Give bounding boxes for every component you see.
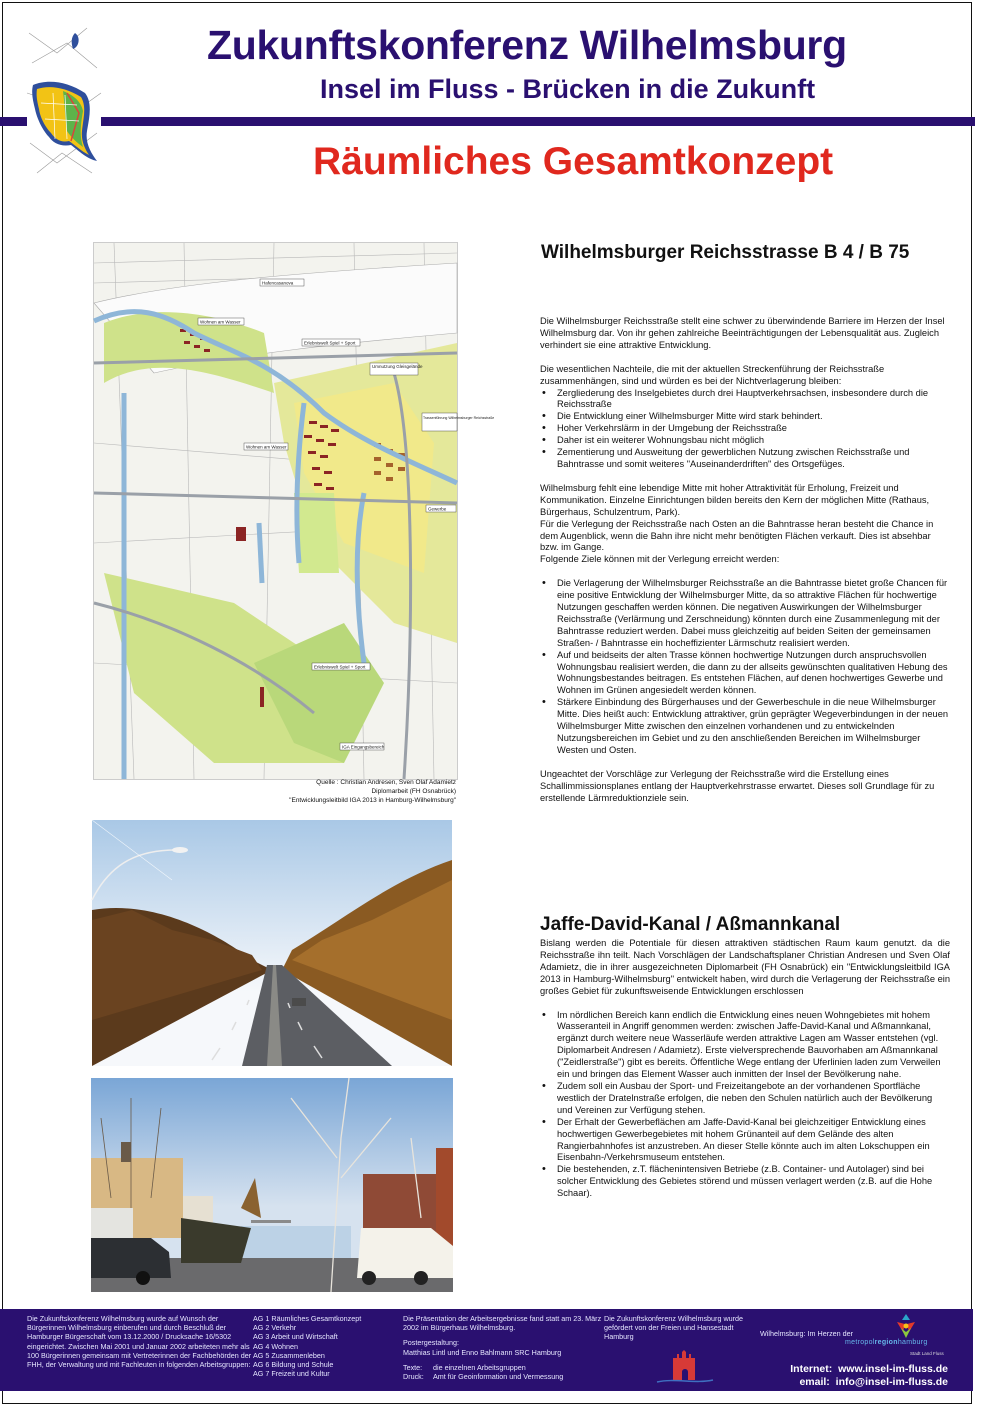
group-item: AG 7 Freizeit und Kultur bbox=[253, 1369, 330, 1379]
list-item: • Auf und beidseits der alten Trasse können hochwertige Nutzungen durch anspruchsvollen Wohnungsbau realisiert werden, die dann zu der allseits gewünschten qualitativen Hebung des Wohnungsbestandes beitragen. Es entstehen Flächen, auf denen hochwertiges Gewerbe und Wohnen im Grünen angesiedelt werden können. bbox=[557, 650, 950, 698]
concept-map bbox=[93, 242, 495, 780]
list-item: • Im nördlichen Bereich kann endlich die Entwicklung eines neuen Wohngebietes mit hohem Wasseranteil in Angriff genommen werden: zwischen Jaffe-David-Kanal und Aßmannkanal, ergänzt durch weitere neue Wasserläufe werden attraktive Lagen am Wasser entstehen (vgl. Diplomarbeit Andresen / Adamietz). Erste vielversprechende Bauvorhaben am Aßmannkanal ("Zeidlerstraße") gibt es bereits. Öffentliche Wege entlang der Uferlinien laden zum Verweilen ein und bringen das Element Wasser auch inmitten der Insel der Bevölkerung nahe. bbox=[557, 1010, 950, 1081]
header-rule bbox=[0, 117, 975, 126]
paragraph-verlegung: Für die Verlegung der Reichsstraße nach Osten an die Bahntrasse heran besteht die Chance in dem Augenblick, wenn die Bahn ihre nicht mehr benötigten Flächen verkauft. Dies ist absehbar bzw. im Gange. bbox=[540, 518, 934, 553]
map-caption-line: "Entwicklungsleitbild IGA 2013 in Hamburg-Wilhelmsburg" bbox=[289, 797, 456, 804]
group-item: AG 4 Wohnen bbox=[253, 1341, 299, 1351]
brand-pre: metropol bbox=[845, 1339, 875, 1346]
email-link[interactable]: info@insel-im-fluss.de bbox=[835, 1376, 948, 1388]
druck-label: Druck: bbox=[403, 1372, 424, 1382]
paragraph-jaffe-intro: Bislang werden die Potentiale für diesen attraktiven städtischen Raum kaum genutzt. da die Reichsstraße ihn teilt. Nach Vorschlägen der Landschaftsplaner Christian Andresen und Sven Olaf Adamietz, die in ihrer ausgezeichneten Diplomarbeit (FH Osnabrück) ein "Entwicklungsleitbild IGA 2013 in Hamburg-Wilhelmsburg" entwickelt haben, wird durch die Verlagerung der Reichsstraße ein großes Gebiet für zukunftsweisende Entwicklungen erschlossen bbox=[540, 938, 950, 996]
section-reichsstrasse-body bbox=[540, 316, 950, 805]
map-label: Erlebniswelt Spiel + Sport bbox=[314, 664, 366, 670]
island-map-logo bbox=[27, 23, 101, 178]
group-item: AG 2 Verkehr bbox=[253, 1323, 297, 1333]
paragraph-mitte: Wilhelmsburg fehlt eine lebendige Mitte mit hoher Attraktivität für Erholung, Freizeit und Kommunikation. Einzelne Einrichtungen bilden bereits den Kern der möglichen Mitte (Rathaus, Bürgerhaus, Schulzentrum, Park). bbox=[540, 482, 930, 517]
paragraph-ziele-intro: Folgende Ziele können mit der Verlegung erreicht werden: bbox=[540, 554, 780, 565]
paragraph-nachteile-intro: Die wesentlichen Nachteile, die mit der aktuellen Streckenführung der Reichsstraße zusammenhängen, sind und würden es bei der Nichtverlagerung bleiben: bbox=[540, 363, 885, 386]
brand-post: hamburg bbox=[897, 1339, 928, 1346]
region-tagline: Stadt Land Fluss bbox=[910, 1351, 944, 1356]
group-item: AG 5 Zusammenleben bbox=[253, 1350, 325, 1360]
map-caption-line: Quelle : Christian Andresen, Sven Olaf Adamietz bbox=[316, 779, 456, 786]
map-label: IGA Eingangsbereich bbox=[342, 744, 385, 750]
section-heading-reichsstrasse: Wilhelmsburger Reichsstrasse B 4 / B 75 bbox=[541, 242, 910, 263]
list-ziele bbox=[540, 578, 950, 757]
email-label: email: bbox=[799, 1376, 830, 1388]
texte-value: die einzelnen Arbeitsgruppen bbox=[433, 1362, 526, 1372]
brand-bold: region bbox=[874, 1339, 898, 1346]
map-caption bbox=[240, 778, 456, 805]
map-label: Trassenführung Wilhelmsburger Reichsstraße bbox=[423, 416, 495, 420]
group-item: AG 3 Arbeit und Wirtschaft bbox=[253, 1332, 338, 1342]
presentation-note: Die Präsentation der Arbeitsergebnisse fand statt am 23. März 2002 im Bürgerhaus Wilhelmsburg. bbox=[403, 1314, 602, 1333]
list-item: • Zementierung und Ausweitung der gewerblichen Nutzung zwischen Reichsstraße und Bahntrasse und somit weiteres "Auseinanderdriften" des Ortsgefüges. bbox=[557, 447, 950, 471]
concept-map-drawing bbox=[94, 243, 495, 779]
poster-label: Postergestaltung: bbox=[403, 1338, 459, 1348]
group-item: AG 6 Bildung und Schule bbox=[253, 1360, 334, 1370]
paragraph-intro: Die Wilhelmsburger Reichsstraße stellt eine schwer zu überwindende Barriere im Herzen der Insel Wilhelmsburg dar. Von ihr gehen zahlreiche Beeinträchtigungen der Lebensqualität aus. Zugleich verhindert sie eine attraktive Entwicklung. bbox=[540, 316, 945, 350]
map-label: Gewerbe bbox=[428, 506, 447, 512]
druck-value: Amt für Geoinformation und Vermessung bbox=[433, 1372, 564, 1382]
section-jaffe-body bbox=[540, 938, 950, 1200]
region-brand-block bbox=[760, 1329, 960, 1359]
list-nachteile bbox=[540, 388, 950, 471]
group-item: AG 1 Räumliches Gesamtkonzept bbox=[253, 1314, 362, 1323]
list-item: • Die Verlagerung der Wilhelmsburger Reichsstraße an die Bahntrasse bietet große Chancen für eine positive Entwicklung der Wilhelmsburger Mitte, da so attraktive Flächen für hochwertige Nutzungen geschaffen werden können. Die negativen Auswirkungen der Wilhelmsburger Reichsstraße (Verlärmung und Zerschneidung) könnten durch eine Zusammenlegung mit der Bahntrasse reduziert werden. Dabei muss gleichzeitig auf beiden Seiten der gemeinsamen Straßen- / Bahntrasse ein hocheffizienter Lärmschutz realisiert werden. bbox=[557, 578, 950, 649]
footer-groups bbox=[253, 1314, 403, 1378]
footer-credits bbox=[403, 1314, 603, 1381]
footer-funding: Die Zukunftskonferenz Wilhelmsburg wurde gefördert von der Freien und Hansestadt Hamburg bbox=[604, 1314, 744, 1342]
list-jaffe bbox=[540, 1010, 950, 1201]
metropolregion-logo-icon bbox=[893, 1312, 919, 1342]
poster-value: Matthias Lintl und Enno Bahlmann SRC Hamburg bbox=[403, 1347, 562, 1357]
list-item: • Zergliederung des Inselgebietes durch drei Hauptverkehrsachsen, insbesondere durch die Reichsstraße bbox=[557, 388, 950, 412]
section-heading-jaffe: Jaffe-David-Kanal / Aßmannkanal bbox=[540, 914, 841, 935]
hamburg-crest-icon bbox=[655, 1348, 715, 1388]
poster-subtitle: Insel im Fluss - Brücken in die Zukunft bbox=[320, 74, 816, 104]
map-label: Wohnen am Wasser bbox=[246, 444, 287, 450]
list-item: • Hoher Verkehrslärm in der Umgebung der Reichsstraße bbox=[557, 423, 950, 435]
map-label: Erlebniswelt Spiel + Sport bbox=[304, 340, 356, 346]
photo-kanal bbox=[91, 1078, 453, 1292]
footer-about: Die Zukunftskonferenz Wilhelmsburg wurde auf Wunsch der Bürgerinnen Wilhelmsburg einberufen und durch Beschluß der Hamburger Bürgerschaft vom 13.12.2000 / Drucksache 16/5302 eingerichtet. Zwischen Mai 2001 und Januar 2002 arbeiteten mehr als 100 Bürgerinnen gemeinsam mit Vertreterinnen der Fachbehörden der FHH, der Verwaltung und mit Fachleuten in folgenden Arbeitsgruppen: bbox=[27, 1314, 252, 1370]
poster-topic: Räumliches Gesamtkonzept bbox=[313, 140, 834, 183]
list-item: • Daher ist ein weiterer Wohnungsbau nicht möglich bbox=[557, 435, 950, 447]
contact-block bbox=[780, 1363, 948, 1389]
region-text: Wilhelmsburg: Im Herzen der bbox=[760, 1329, 854, 1338]
poster-title: Zukunftskonferenz Wilhelmsburg bbox=[207, 22, 847, 68]
map-label: Wohnen am Wasser bbox=[200, 319, 241, 325]
website-link[interactable]: www.insel-im-fluss.de bbox=[838, 1363, 948, 1375]
list-item: • Zudem soll ein Ausbau der Sport- und Freizeitangebote an der vorhandenen Sportfläche westlich der Dratelnstraße erfolgen, die neben den Schulen natürlich auch der Bevölkerung und Vereinen zur Verfügung stehen. bbox=[557, 1081, 950, 1117]
map-caption-line: Diplomarbeit (FH Osnabrück) bbox=[371, 788, 456, 795]
map-label: Hafencasanova bbox=[262, 280, 294, 286]
paragraph-schluss: Ungeachtet der Vorschläge zur Verlegung der Reichsstraße wird die Erstellung eines Schallimmissionsplanes entlang der Hauptverkehrstrasse erwartet. Dieses soll Grundlage für zu erstellende Lärmreduktionziele sein. bbox=[540, 768, 935, 803]
list-item: • Die Entwicklung einer Wilhelmsburger Mitte wird stark behindert. bbox=[557, 411, 950, 423]
list-item: • Die bestehenden, z.T. flächenintensiven Betriebe (z.B. Container- und Autolager) sind bei solcher Entwicklung des Gebietes störend und müssen verlagert werden (z.B. auf die Hohe Schaar). bbox=[557, 1164, 950, 1200]
internet-label: Internet: bbox=[790, 1363, 833, 1375]
texte-label: Texte: bbox=[403, 1362, 423, 1372]
list-item: • Der Erhalt der Gewerbeflächen am Jaffe-David-Kanal bei gleichzeitiger Entwicklung eines hochwertigen Gewerbegebietes mit hohem Grünanteil auf dem Gelände des alten Rangierbahnhofes ist anzustreben. An dieser Stelle könnte auch im alten Lokschuppen ein Eisenbahn-/Verkehrsmuseum entstehen. bbox=[557, 1117, 950, 1165]
list-item: • Stärkere Einbindung des Bürgerhauses und der Gewerbeschule in die neue Wilhelmsburger Mitte. Dies heißt auch: Entwicklung attraktiver, grün geprägter Wegeverbindungen in der neuen Wilhelmsburger Mitte zwischen den einzelnen vorhandenen und zu entwickelnden Nutzungsbereichen im Gebiet und zu den anschließenden Bereichen im Wilhelmsburger Westen und Osten. bbox=[557, 697, 950, 757]
map-label: Umnutzung Gleisgelände bbox=[372, 364, 423, 369]
photo-reichsstrasse bbox=[92, 820, 452, 1066]
